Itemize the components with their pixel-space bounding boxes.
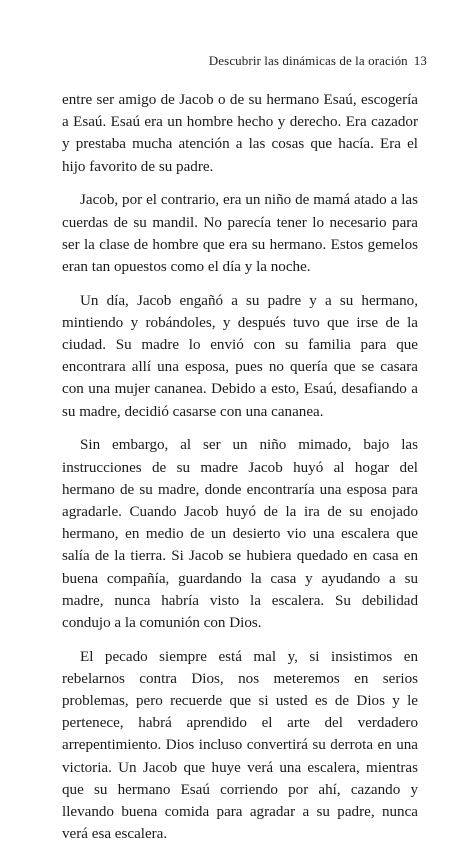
paragraph-3: Un día, Jacob engañó a su padre y a su hermano, mintiendo y robándoles, y después tuvo que irse de la ciudad. Su madre lo envió con su familia para que encontrara allí una esposa, pues no quería que se casara con una mujer cananea. Debido a esto, Esaú, desafiando a su madre, decidió casarse con una cananea. xyxy=(62,292,418,420)
paragraph-2: Jacob, por el contrario, era un niño de mamá atado a las cuerdas de su mandil. No parecía tener lo necesario para ser la clase de hombre que era su hermano. Estos gemelos eran tan opuestos como el día y la noche. xyxy=(62,192,418,275)
paragraph-4: Sin embargo, al ser un niño mimado, bajo las instrucciones de su madre Jacob huyó al hogar del hermano de su madre, donde encontraría una esposa para agradarle. Cuando Jacob huyó de la ira de su enojado hermano, en medio de un desierto vio una escalera que salía de la tierra. Si Jacob se hubiera quedado en casa en buena compañía, guardando la casa y ayudando a su madre, nunca habría visto la escalera. Su debilidad condujo a la comunión con Dios. xyxy=(62,437,418,631)
body-text xyxy=(62,89,418,846)
paragraph-5: El pecado siempre está mal y, si insistimos en rebelarnos contra Dios, nos meteremos en serios problemas, pero recuerde que si usted es de Dios y le pertenece, habrá aprendido el arte del verdadero arrepentimiento. Dios incluso convertirá su derrota en una victoria. Un Jacob que huye verá una escalera, mientras que su hermano Esaú corriendo por ahí, cazando y llevando buena comida para agradar a su padre, nunca verá esa escalera. xyxy=(62,648,418,843)
page-number: 13 xyxy=(413,53,427,68)
running-header xyxy=(209,53,427,69)
running-title: Descubrir las dinámicas de la oración xyxy=(208,53,408,68)
paragraph-1: entre ser amigo de Jacob o de su hermano Esaú, escogería a Esaú. Esaú era un hombre hecho y derecho. Era cazador y prestaba mucha atención a las cosas que hacía. Era el hijo favorito de su padre. xyxy=(62,92,418,175)
